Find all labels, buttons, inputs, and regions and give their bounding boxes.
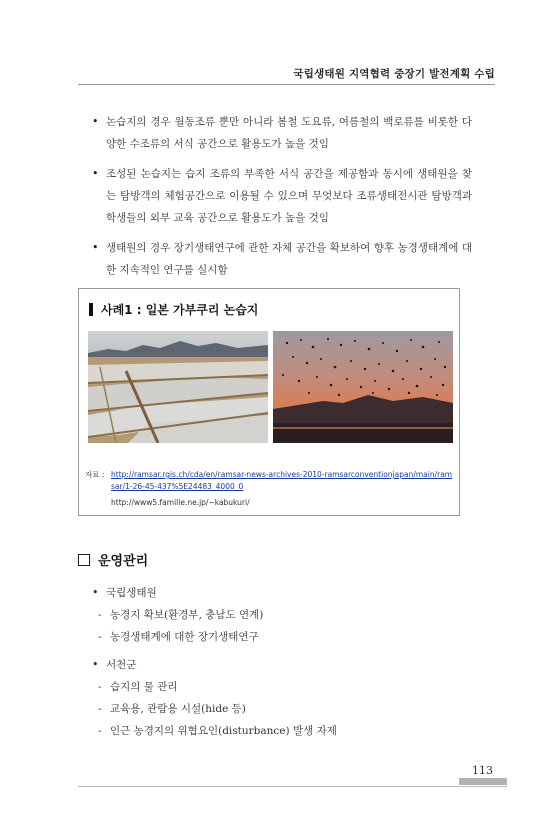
bullet-item [92, 237, 472, 281]
bullet-icon: • [92, 115, 99, 128]
sub-item-text: 교육용, 관람용 시설(hide 등) [110, 703, 246, 715]
operations-section-heading [78, 550, 148, 569]
case-study-title [89, 301, 258, 318]
sub-item-text: 농경지 확보(환경부, 충남도 연계) [110, 609, 264, 621]
bullet-text: 조성된 논습지는 습지 조류의 부족한 서식 공간을 제공함과 동시에 생태원을 찾는 탐방객의 체험공간으로 이용될 수 있으며 무엇보다 조류생태전시관 탐방객과 학생들의 외부 교육 공간으로 활용도가 높을 것임 [106, 168, 472, 224]
operations-list [92, 580, 472, 742]
dash-icon: - [98, 681, 102, 693]
title-marker-icon [89, 303, 93, 316]
footer-bar [459, 778, 507, 785]
bullet-list [92, 111, 472, 289]
sub-item-text: 농경생태계에 대한 장기생태연구 [110, 631, 259, 643]
bullet-text: 논습지의 경우 월동조류 뿐만 아니라 봄철 도요류, 여름철의 백로류를 비롯한 다양한 수조류의 서식 공간으로 활용도가 높을 것임 [106, 116, 472, 150]
group-title-text: 서천군 [106, 659, 137, 671]
sub-item-text: 습지의 물 관리 [110, 681, 178, 693]
source-label: 자료 : [85, 470, 105, 479]
bullet-icon: • [92, 586, 99, 599]
dash-icon: - [98, 725, 102, 737]
migratory-birds-sunset-photo [273, 331, 453, 443]
bullet-item [92, 163, 472, 229]
kabukuri-source-url: http://www5.famille.ne.jp/~kabukuri/ [111, 498, 250, 507]
bullet-text: 생태원의 경우 장기생태연구에 관한 자체 공간을 확보하여 향후 농경생태계에 대한 지속적인 연구를 실시함 [106, 242, 472, 276]
square-bullet-icon [78, 554, 90, 566]
ramsar-source-link[interactable]: http://ramsar.rgis.ch/cda/en/ramsar-news-archives-2010-ramsarconventionjapan/main/ramsar/1-26-45-437%5E24483_4000_0 [111, 470, 453, 491]
operations-group-title [92, 582, 472, 604]
dash-icon: - [98, 703, 102, 715]
dash-icon: - [98, 609, 102, 621]
header-divider [78, 84, 495, 85]
sub-item-text: 인근 농경지의 위협요인(disturbance) 발생 자제 [110, 725, 337, 737]
operations-sub-item [98, 604, 472, 626]
case-study-title-text: 사례1 : 일본 가부쿠리 논습지 [101, 303, 259, 317]
bullet-icon: • [92, 167, 99, 180]
operations-group-title [92, 654, 472, 676]
source-citation [85, 469, 455, 509]
group-title-text: 국립생태원 [106, 587, 157, 599]
operations-heading-text: 운영관리 [98, 554, 149, 569]
bullet-item [92, 111, 472, 155]
page-number: 113 [472, 764, 493, 777]
running-header: 국립생태원 지역협력 중장기 발전계획 수립 [293, 68, 495, 80]
bullet-icon: • [92, 658, 99, 671]
case-study-box [78, 288, 460, 516]
footer-divider [78, 786, 507, 787]
operations-sub-item [98, 698, 472, 720]
dash-icon: - [98, 631, 102, 643]
operations-sub-item [98, 720, 472, 742]
bullet-icon: • [92, 241, 99, 254]
rice-paddy-wetland-photo [88, 331, 268, 443]
operations-sub-item [98, 626, 472, 648]
operations-sub-item [98, 676, 472, 698]
